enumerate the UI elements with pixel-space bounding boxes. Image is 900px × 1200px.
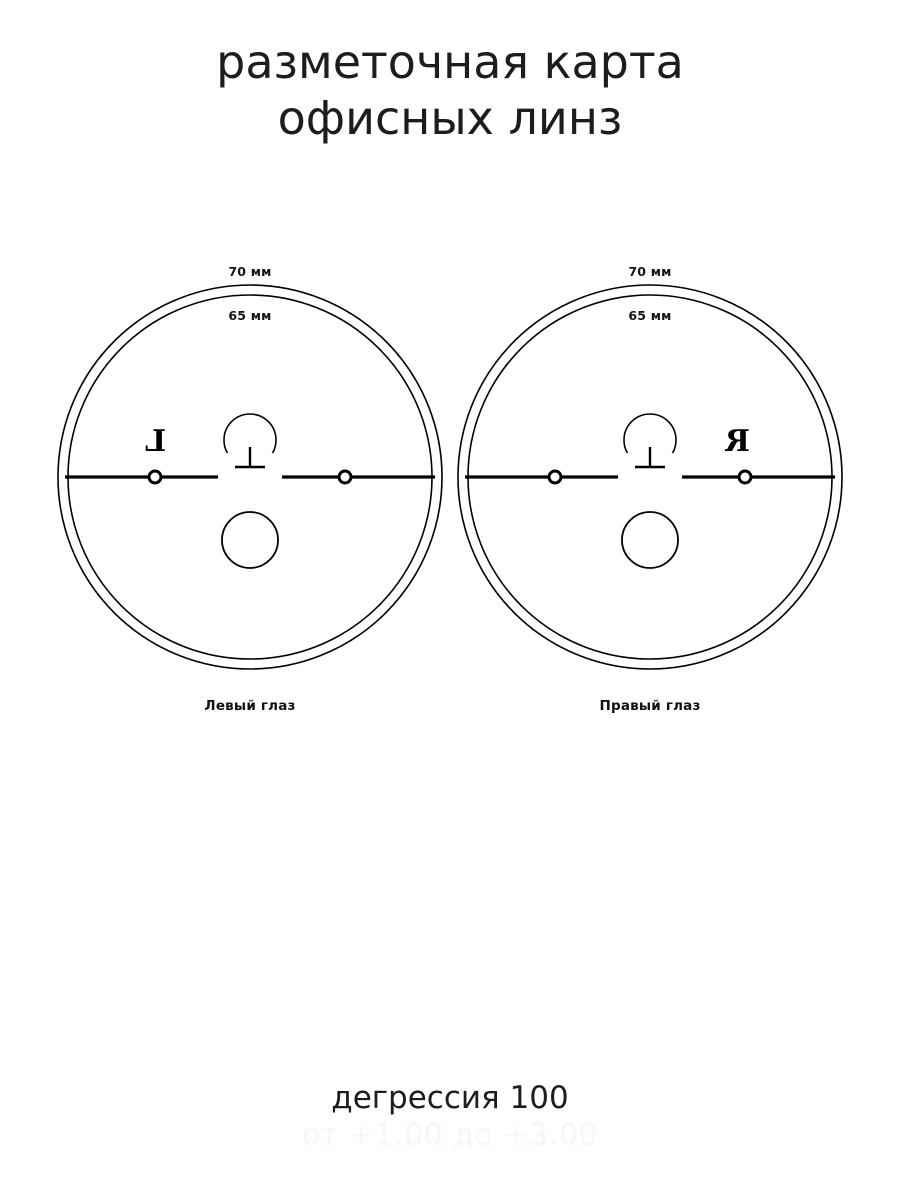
lens-right-alignment-dot-2	[739, 471, 751, 483]
lens-right-inner-diameter-label: 65 мм	[628, 308, 672, 323]
lens-diagram	[0, 255, 900, 745]
page-title-line-2: офисных линз	[277, 91, 623, 146]
lens-right-eye	[450, 255, 850, 735]
lens-left-eye-label: Левый глаз	[204, 698, 296, 714]
lens-left-inner-diameter-label: 65 мм	[228, 308, 272, 323]
lens-right-eye-label: Правый глаз	[599, 698, 701, 714]
lens-right-drawing	[450, 255, 850, 695]
lens-left-alignment-dot-1	[149, 471, 161, 483]
lens-right-outer-diameter-label: 70 мм	[628, 264, 672, 279]
lens-right-near-circle	[622, 512, 678, 568]
page-title-line-1: разметочная карта	[216, 35, 684, 89]
lens-left-alignment-dot-2	[339, 471, 351, 483]
degression-note: дегрессия 100	[331, 1080, 569, 1116]
lens-right-alignment-dot-1	[549, 471, 561, 483]
page-title	[0, 34, 900, 146]
lens-right-side-letter: R	[725, 424, 750, 459]
lens-left-outer-diameter-label: 70 мм	[228, 264, 272, 279]
addition-range-watermark: от +1.00 до +3.00	[302, 1118, 598, 1153]
lens-left-side-letter: L	[145, 424, 167, 459]
lens-left-drawing	[50, 255, 450, 695]
lens-left-near-circle	[222, 512, 278, 568]
lens-left-eye	[50, 255, 450, 735]
